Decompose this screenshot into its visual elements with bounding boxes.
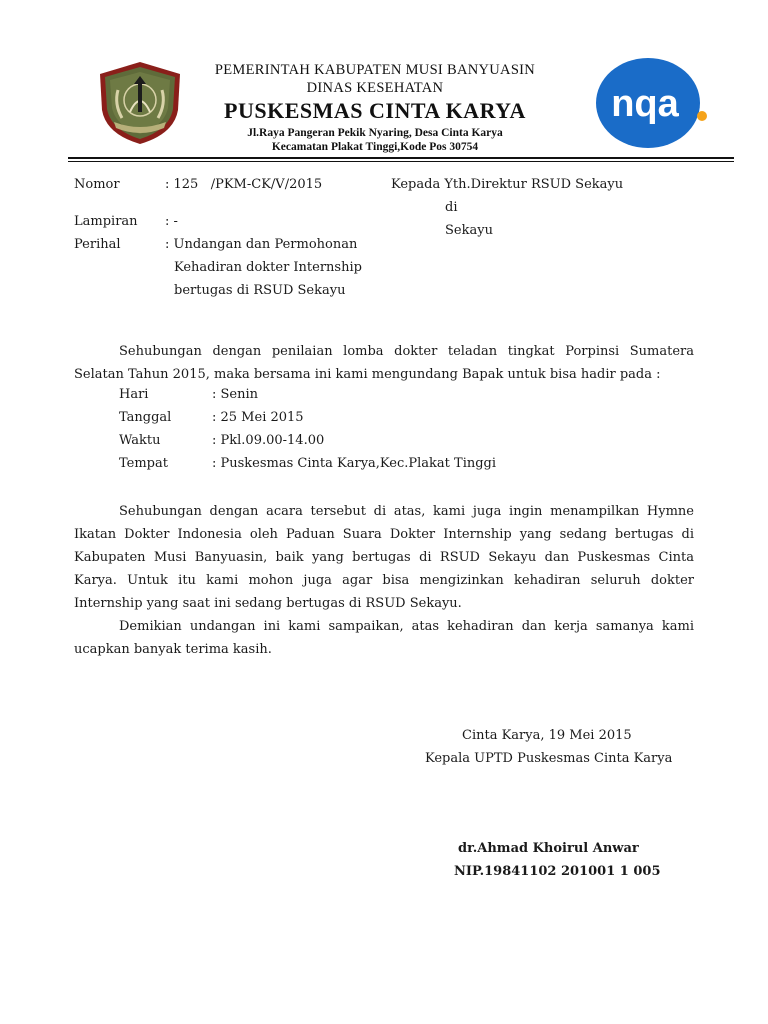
- header-rule-thick: [68, 157, 734, 159]
- detail-hari-value: : Senin: [212, 387, 259, 402]
- detail-tanggal-label: Tanggal: [119, 410, 172, 425]
- detail-tempat-label: Tempat: [119, 456, 168, 471]
- signature-position: Kepala UPTD Puskesmas Cinta Karya: [425, 751, 673, 766]
- letterhead-address-1: Jl.Raya Pangeran Pekik Nyaring, Desa Cinta Karya: [247, 127, 503, 139]
- detail-tanggal-value: : 25 Mei 2015: [212, 410, 304, 425]
- perihal-line-1: : Undangan dan Permohonan: [165, 237, 358, 252]
- recipient-line-1: Kepada Yth.Direktur RSUD Sekayu: [391, 177, 624, 192]
- perihal-line-2: Kehadiran dokter Internship: [174, 260, 362, 275]
- signature-place-date: Cinta Karya, 19 Mei 2015: [462, 728, 632, 743]
- letterhead-government: PEMERINTAH KABUPATEN MUSI BANYUASIN: [214, 62, 536, 78]
- header-rule-thin: [68, 161, 734, 162]
- detail-waktu-label: Waktu: [119, 433, 161, 448]
- signature-nip: NIP.19841102 201001 1 005: [454, 864, 661, 879]
- regency-emblem: [96, 60, 184, 146]
- letterhead-title: PUSKESMAS CINTA KARYA: [224, 98, 526, 123]
- body-paragraph-2-text: Sehubungan dengan acara tersebut di atas, kami juga ingin menampilkan Hymne Ikatan Dokter Indonesia oleh Paduan Suara Dokter Internship yang sedang bertugas di Kabupaten Musi Banyuasin, baik yang bertugas di RSUD Sekayu dan Puskesmas Cinta Karya. Untuk itu kami mohon juga agar bisa mengizinkan kehadiran seluruh dokter Internship yang saat ini sedang bertugas di RSUD Sekayu.: [74, 504, 694, 611]
- nomor-value: : 125 /PKM-CK/V/2015: [165, 177, 323, 192]
- detail-waktu-value: : Pkl.09.00-14.00: [212, 433, 325, 448]
- nqa-logo-text: nqa: [611, 83, 679, 125]
- detail-tempat-value: : Puskesmas Cinta Karya,Kec.Plakat Tinggi: [212, 456, 497, 471]
- nomor-label: Nomor: [74, 177, 120, 192]
- detail-hari-label: Hari: [119, 387, 149, 402]
- body-paragraph-1-text: Sehubungan dengan penilaian lomba dokter teladan tingkat Porpinsi Sumatera Selatan Tahun 2015, maka bersama ini kami mengundang Bapak untuk bisa hadir pada :: [74, 344, 694, 382]
- lampiran-value: : -: [165, 214, 178, 229]
- body-paragraph-1: [74, 340, 694, 386]
- body-paragraph-3-text: Demikian undangan ini kami sampaikan, atas kehadiran dan kerja samanya kami ucapkan banyak terima kasih.: [74, 619, 694, 657]
- recipient-line-3: Sekayu: [445, 223, 493, 238]
- recipient-line-2: di: [445, 200, 458, 215]
- lampiran-label: Lampiran: [74, 214, 138, 229]
- perihal-line-3: bertugas di RSUD Sekayu: [174, 283, 346, 298]
- body-paragraph-2: [74, 500, 694, 661]
- signature-name: dr.Ahmad Khoirul Anwar: [458, 841, 639, 856]
- nqa-logo: [596, 58, 710, 150]
- letterhead-department: DINAS KESEHATAN: [306, 80, 444, 96]
- letterhead-address-2: Kecamatan Plakat Tinggi,Kode Pos 30754: [271, 141, 479, 153]
- perihal-label: Perihal: [74, 237, 121, 252]
